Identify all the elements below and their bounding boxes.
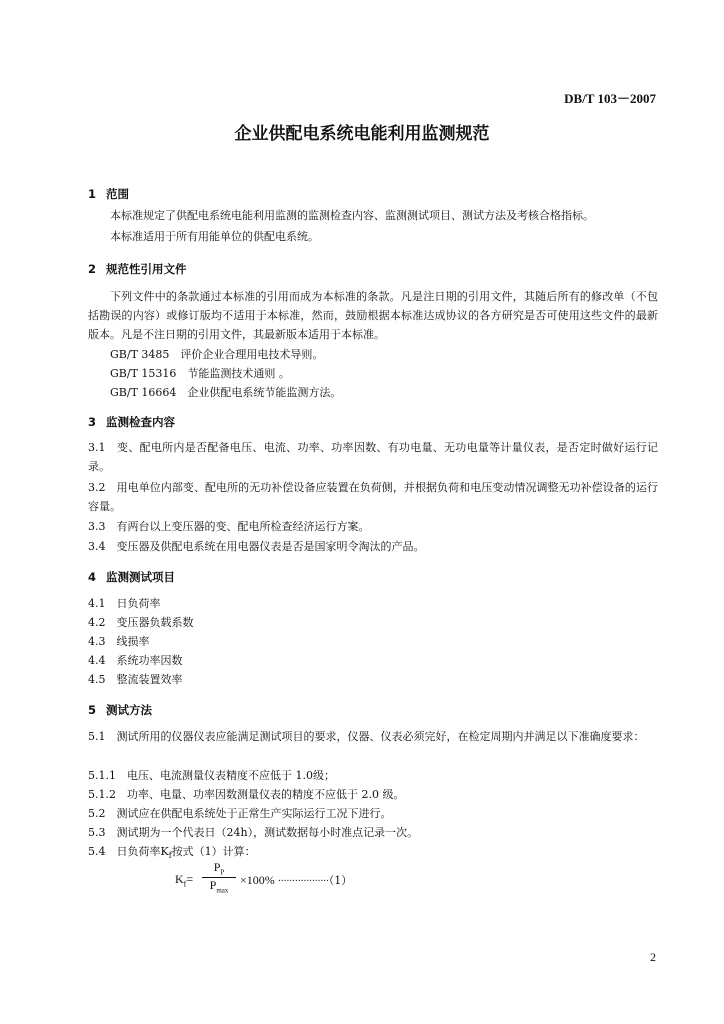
section-1-paragraph-1: 本标准规定了供配电系统电能利用监测的监测检查内容、监测测试项目、测试方法及考核合格指标。 <box>110 209 594 222</box>
section-3-heading <box>88 414 175 430</box>
section-2-heading <box>88 261 187 277</box>
test-item: 4.5 整流装置效率 <box>88 673 183 686</box>
section-title: 测试方法 <box>106 703 152 717</box>
denominator-subscript: max <box>216 886 229 895</box>
section-title: 范围 <box>106 187 129 201</box>
formula-rhs <box>240 872 352 888</box>
section-2-paragraph: 下列文件中的条款通过本标准的引用而成为本标准的条款。凡是注日期的引用文件，其随后所有的修改单（不包括勘误的内容）或修订版均不适用于本标准，然而，鼓励根据本标准达成协议的各方研究是否可使用这些文件的最新版本。凡是不注日期的引用文件，其最新版本适用于本标准。 <box>88 290 658 341</box>
dot-leader: ·················· <box>277 876 329 887</box>
section-title: 监测检查内容 <box>106 415 175 429</box>
clause-item: 3.2 用电单位内部变、配电所的无功补偿设备应装置在负荷侧，并根据负荷和电压变动情况调整无功补偿设备的运行容量。 <box>88 481 658 513</box>
page-number: 2 <box>650 950 656 964</box>
section-1-paragraph-2: 本标准适用于所有用能单位的供配电系统。 <box>110 230 319 243</box>
clause-item: 5.3 测试期为一个代表日（24h），测试数据每小时准点记录一次。 <box>88 826 419 839</box>
section-number: 1 <box>88 187 97 201</box>
section-title: 规范性引用文件 <box>106 262 187 276</box>
reference-item: GB/T 16664 企业供配电系统节能监测方法。 <box>110 386 342 399</box>
section-number: 5 <box>88 703 97 717</box>
clause-item: 5.1.2 功率、电量、功率因数测量仪表的精度不应低于 2.0 级。 <box>88 788 405 801</box>
formula-symbol: K <box>175 872 184 886</box>
clause-item: 5.2 测试应在供配电系统处于正常生产实际运行工况下进行。 <box>88 807 392 820</box>
clause-item: 3.1 变、配电所内是否配备电压、电流、功率、功率因数、有功电量、无功电量等计量仪表，是否定时做好运行记录。 <box>88 441 658 473</box>
document-title: 企业供配电系统电能利用监测规范 <box>234 124 490 144</box>
section-number: 3 <box>88 415 97 429</box>
formula-numerator <box>202 860 236 877</box>
clause-text-after: 按式（1）计算： <box>171 845 256 858</box>
section-4-heading <box>88 569 175 585</box>
clause-item: 5.1 测试所用的仪器仪表应能满足测试项目的要求，仪器、仪表必须完好，在检定周期内并满足以下准确度要求： <box>88 730 645 743</box>
reference-item: GB/T 3485 评价企业合理用电技术导则。 <box>110 348 324 361</box>
equals-sign: = <box>186 872 194 886</box>
standard-number-header: DB/T 103－2007 <box>564 91 656 106</box>
formula-denominator <box>202 878 236 894</box>
numerator-subscript: P <box>220 868 225 877</box>
formula-lhs <box>175 872 193 888</box>
section-1-heading <box>88 186 129 202</box>
test-item: 4.3 线损率 <box>88 635 150 648</box>
section-5-heading <box>88 702 152 718</box>
subscript: f <box>168 851 172 861</box>
equation-number: （1） <box>328 874 353 887</box>
denominator-symbol: P <box>209 878 217 893</box>
test-item: 4.1 日负荷率 <box>88 597 161 610</box>
section-number: 2 <box>88 262 97 276</box>
section-number: 4 <box>88 570 97 584</box>
formula-fraction <box>202 860 236 895</box>
clause-item: 3.4 变压器及供配电系统在用电器仪表是否是国家明令淘汰的产品。 <box>88 540 425 553</box>
reference-item: GB/T 15316 节能监测技术通则 。 <box>110 367 290 380</box>
clause-item: 3.3 有两台以上变压器的变、配电所检查经济运行方案。 <box>88 520 370 533</box>
clause-item: 5.1.1 电压、电流测量仪表精度不应低于 1.0级； <box>88 769 335 782</box>
clause-text: 5.4 日负荷率K <box>88 845 169 858</box>
test-item: 4.2 变压器负载系数 <box>88 616 194 629</box>
section-title: 监测测试项目 <box>106 570 175 584</box>
formula-subscript: f <box>183 879 187 889</box>
numerator-symbol: P <box>213 860 221 874</box>
times-hundred-percent: ×100% <box>240 873 275 887</box>
test-item: 4.4 系统功率因数 <box>88 654 183 667</box>
